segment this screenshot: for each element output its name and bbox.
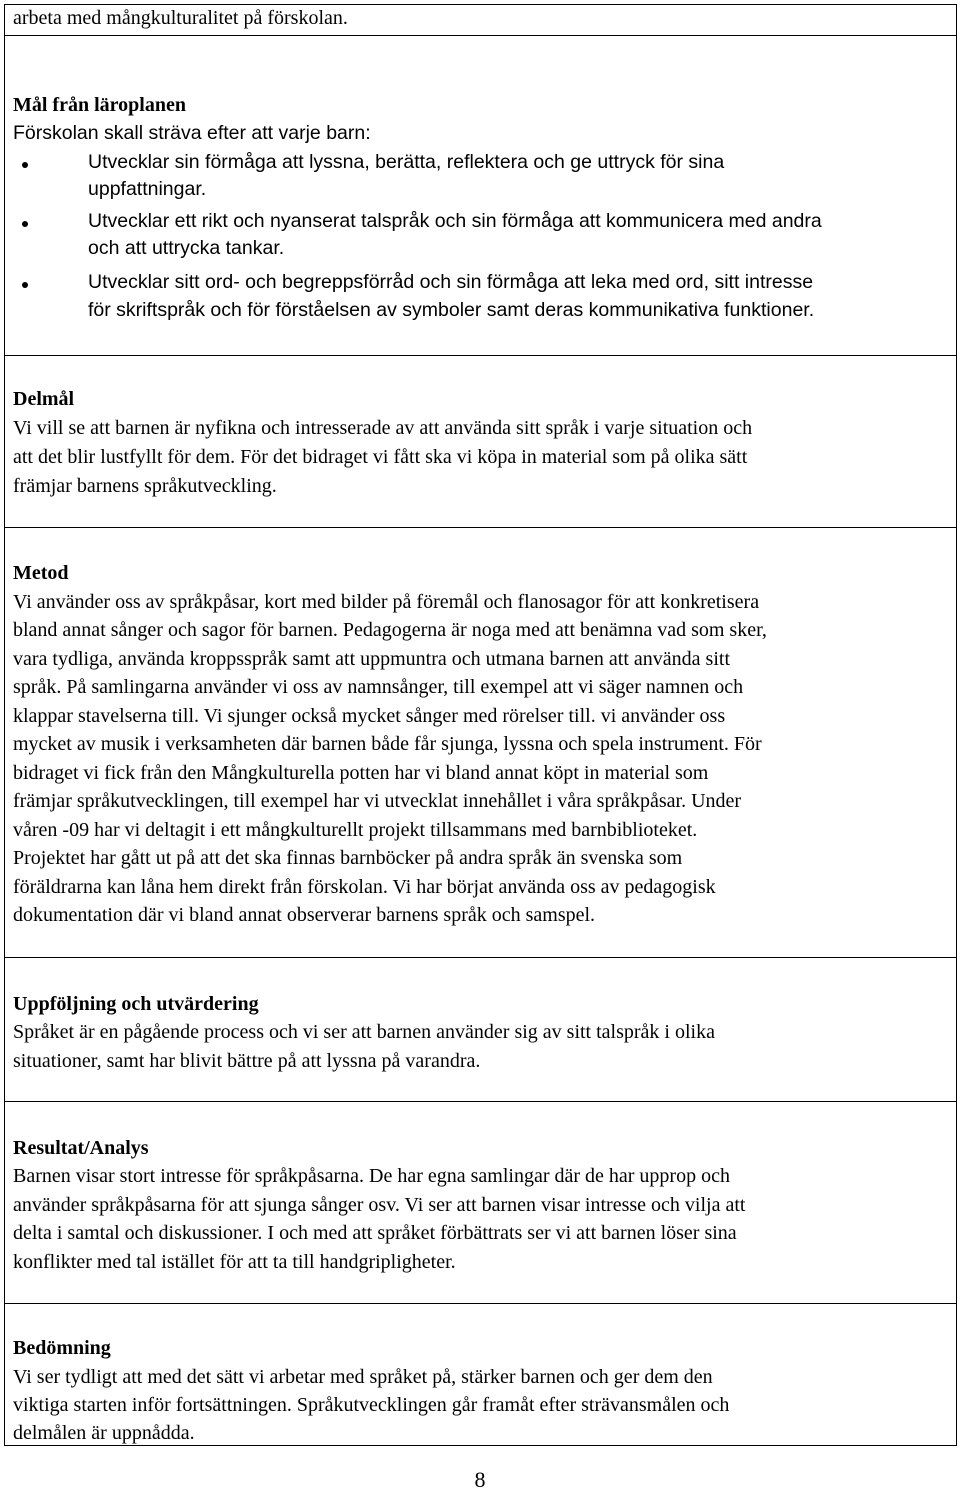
method-line: främjar språkutvecklingen, till exempel har vi utvecklat innehållet i våra språkpåsar. Under: [13, 790, 742, 812]
goal-item-2-line-1: Utvecklar ett rikt och nyanserat talspråk och sin förmåga att kommunicera med andra: [88, 210, 822, 232]
sub-goals-line: att det blir lustfyllt för dem. För det bidraget vi fått ska vi köpa in material som på olika sätt: [13, 446, 748, 468]
method-line: Projektet har gått ut på att det ska finnas barnböcker på andra språk än svenska som: [13, 847, 683, 869]
follow-up-line: Språket är en pågående process och vi ser att barnen använder sig av sitt talspråk i olika: [13, 1021, 715, 1043]
sub-goals-section: [5, 356, 956, 528]
method-line: språk. På samlingarna använder vi oss av namnsånger, till exempel att vi säger namnen och: [13, 676, 744, 698]
goals-lead: Förskolan skall sträva efter att varje barn:: [13, 122, 371, 144]
goals-section: [5, 36, 956, 356]
assessment-heading: Bedömning: [13, 1337, 111, 1359]
goal-item-2-line-2: och att uttrycka tankar.: [88, 237, 285, 259]
bullet-icon: [22, 162, 28, 168]
follow-up-section: [5, 958, 956, 1102]
method-line: våren -09 har vi deltagit i ett mångkulturellt projekt tillsammans med barnbiblioteket.: [13, 819, 698, 841]
method-line: mycket av musik i verksamheten där barnen både får sjunga, lyssna och spela instrument. För: [13, 733, 762, 755]
content-table: [4, 4, 957, 1446]
method-section: [5, 528, 956, 958]
intro-text: arbeta med mångkulturalitet på förskolan.: [13, 7, 348, 29]
goal-item-3-line-1: Utvecklar sitt ord- och begreppsförråd och sin förmåga att leka med ord, sitt intresse: [88, 271, 814, 293]
assessment-section: [5, 1304, 956, 1445]
goal-item-3-line-2: för skriftspråk och för förståelsen av symboler samt deras kommunikativa funktioner.: [88, 299, 815, 321]
method-line: dokumentation där vi bland annat observerar barnens språk och samspel.: [13, 904, 596, 926]
bullet-icon: [22, 221, 28, 227]
sub-goals-heading: Delmål: [13, 388, 75, 410]
method-line: föräldrarna kan låna hem direkt från förskolan. Vi har börjat använda oss av pedagogisk: [13, 876, 716, 898]
sub-goals-line: främjar barnens språkutveckling.: [13, 475, 277, 497]
goals-heading: Mål från läroplanen: [13, 94, 186, 116]
method-line: klappar stavelserna till. Vi sjunger också mycket sånger med rörelser till. vi använder oss: [13, 705, 726, 727]
goal-item-1-line-2: uppfattningar.: [88, 178, 207, 200]
method-line: vara tydliga, använda kroppsspråk samt att uppmuntra och utmana barnen att använda sitt: [13, 648, 731, 670]
follow-up-heading: Uppföljning och utvärdering: [13, 993, 259, 1015]
results-section: [5, 1102, 956, 1304]
method-line: bidraget vi fick från den Mångkulturella potten har vi bland annat köpt in material som: [13, 762, 709, 784]
follow-up-line: situationer, samt har blivit bättre på att lyssna på varandra.: [13, 1050, 481, 1072]
intro-cell: [5, 5, 956, 36]
assessment-line: delmålen är uppnådda.: [13, 1422, 195, 1444]
results-line: konflikter med tal istället för att ta till handgripligheter.: [13, 1251, 456, 1273]
results-line: Barnen visar stort intresse för språkpåsarna. De har egna samlingar där de har upprop och: [13, 1165, 730, 1187]
results-line: delta i samtal och diskussioner. I och med att språket förbättrats ser vi att barnen löser sina: [13, 1222, 737, 1244]
method-line: Vi använder oss av språkpåsar, kort med bilder på föremål och flanosagor för att konkretisera: [13, 591, 760, 613]
goal-item-1-line-1: Utvecklar sin förmåga att lyssna, berätta, reflektera och ge uttryck för sina: [88, 151, 725, 173]
sub-goals-line: Vi vill se att barnen är nyfikna och intresserade av att använda sitt språk i varje situation och: [13, 417, 753, 439]
method-heading: Metod: [13, 562, 69, 584]
assessment-line: viktiga starten inför fortsättningen. Språkutvecklingen går framåt efter strävansmålen och: [13, 1394, 730, 1416]
assessment-line: Vi ser tydligt att med det sätt vi arbetar med språket på, stärker barnen och ger dem den: [13, 1366, 713, 1388]
results-heading: Resultat/Analys: [13, 1137, 149, 1159]
method-line: bland annat sånger och sagor för barnen. Pedagogerna är noga med att benämna vad som sker,: [13, 619, 767, 641]
page-number: 8: [474, 1467, 486, 1492]
results-line: använder språkpåsarna för att sjunga sånger osv. Vi ser att barnen visar intresse och vilja att: [13, 1194, 746, 1216]
bullet-icon: [22, 282, 28, 288]
